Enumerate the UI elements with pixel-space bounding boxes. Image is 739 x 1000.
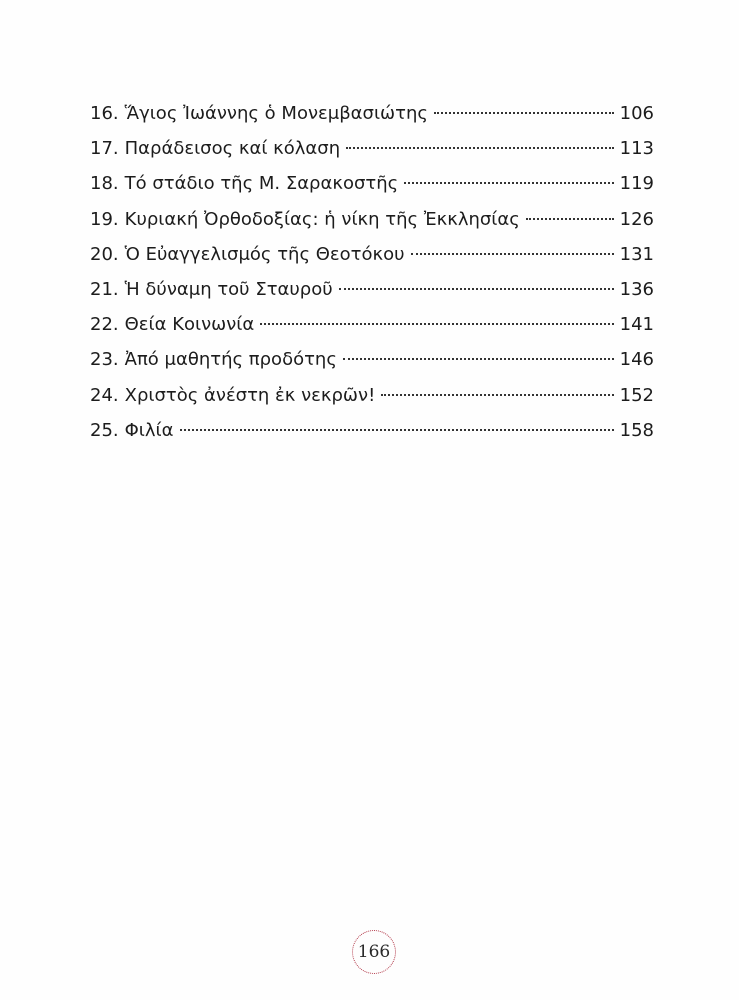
toc-entry-page: 106 xyxy=(619,103,654,124)
toc-entry-page: 136 xyxy=(619,278,654,300)
toc-entry[interactable] xyxy=(90,342,654,377)
toc-entry-title: Φιλία xyxy=(124,419,174,441)
toc-entry-number: 16. xyxy=(90,103,119,124)
dot-leader xyxy=(381,394,613,396)
toc-entry-title: Παράδεισος καί κόλαση xyxy=(124,138,341,160)
dot-leader xyxy=(180,429,614,431)
toc-entry-number: 19. xyxy=(90,208,119,230)
dot-leader xyxy=(434,112,614,114)
toc-entry-number: 22. xyxy=(90,314,119,336)
toc-entry-title: Χριστὸς ἀνέστη ἐκ νεκρῶν! xyxy=(124,384,376,406)
toc-entry-title: Κυριακή Ὀρθοδοξίας: ἡ νίκη τῆς Ἐκκλησίας xyxy=(124,208,520,230)
page-number: 166 xyxy=(357,942,391,962)
dot-leader xyxy=(411,253,614,255)
toc-entry[interactable] xyxy=(90,166,654,201)
toc-entry-page: 119 xyxy=(619,173,654,195)
toc-entry-title: Ὁ Εὐαγγελισμός τῆς Θεοτόκου xyxy=(124,243,405,265)
toc-entry[interactable] xyxy=(90,131,654,166)
toc-entry-number: 23. xyxy=(90,349,119,371)
dot-leader xyxy=(339,288,614,290)
table-of-contents xyxy=(90,96,654,448)
toc-entry-title: Ἡ δύναμη τοῦ Σταυροῦ xyxy=(124,278,333,300)
page-number-badge xyxy=(352,930,396,974)
toc-entry-page: 152 xyxy=(619,384,654,406)
toc-entry-page: 126 xyxy=(619,208,654,230)
toc-entry-title: Τό στάδιο τῆς Μ. Σαρακοστῆς xyxy=(124,173,399,195)
toc-entry-number: 20. xyxy=(90,243,119,265)
dot-leader xyxy=(260,323,613,325)
toc-entry-title: Θεία Κοινωνία xyxy=(124,314,255,336)
dot-leader xyxy=(526,218,614,220)
toc-entry-title: Ἀπό μαθητής προδότης xyxy=(124,349,337,371)
toc-entry-number: 17. xyxy=(90,138,119,160)
toc-entry-page: 131 xyxy=(619,243,654,265)
dot-leader xyxy=(346,147,614,149)
toc-entry[interactable] xyxy=(90,378,654,413)
toc-entry-number: 18. xyxy=(90,173,119,195)
toc-entry[interactable] xyxy=(90,413,654,448)
toc-entry-number: 21. xyxy=(90,278,119,300)
toc-entry-number: 25. xyxy=(90,419,119,441)
toc-entry[interactable] xyxy=(90,237,654,272)
toc-entry-page: 141 xyxy=(619,314,654,336)
toc-entry-page: 113 xyxy=(619,138,654,160)
toc-entry-title: Ἅγιος Ἰωάννης ὁ Μονεμβασιώτης xyxy=(124,103,428,124)
toc-entry[interactable] xyxy=(90,202,654,237)
dot-leader xyxy=(404,182,613,184)
dot-leader xyxy=(343,358,614,360)
toc-entry-number: 24. xyxy=(90,384,119,406)
toc-entry-page: 158 xyxy=(619,419,654,441)
toc-entry[interactable] xyxy=(90,307,654,342)
toc-entry-page: 146 xyxy=(619,349,654,371)
toc-entry[interactable] xyxy=(90,96,654,131)
toc-entry[interactable] xyxy=(90,272,654,307)
